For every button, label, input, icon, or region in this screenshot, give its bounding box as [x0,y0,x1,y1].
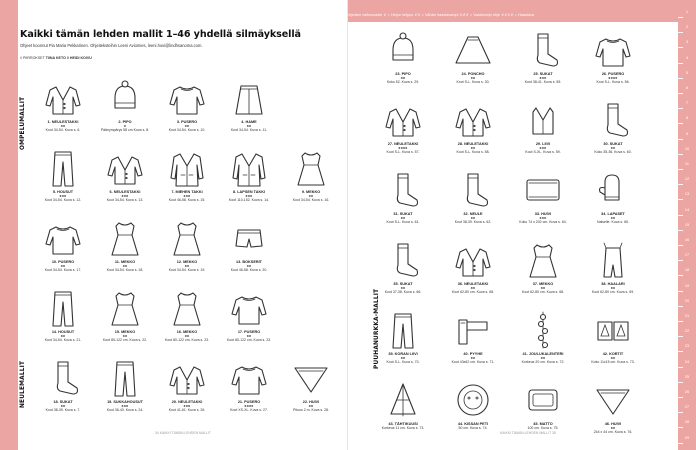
pattern-name: 40. PYYHE [463,352,483,356]
pattern-difficulty: xx [470,216,476,220]
cardigan-sketch-icon [453,100,493,140]
ruler-mark [678,215,683,216]
pattern-name: 15. MEKKO [114,330,136,334]
pattern-size: Koot 46-58. Kuva s. 15. [168,198,206,203]
pattern-difficulty: xx [400,76,406,80]
pattern-difficulty: xx [246,334,252,338]
towel-sketch-icon [453,310,493,350]
ruler-mark [678,427,683,428]
ruler-number: 1 [685,10,689,14]
pattern-item [94,78,156,140]
pattern-difficulty: xx [470,146,476,150]
pattern-name: 14. HOUSUT [51,330,75,334]
pattern-size: Naiselle. Kuva s. 65. [597,220,629,225]
pattern-size: Koot 80-122 cm. Kuva s. 23. [226,338,272,343]
pattern-item [512,240,574,302]
pattern-name: 28. NEULETAKKI [457,142,489,146]
pattern-name: 35. SUKAT [393,282,413,286]
ruler-mark [678,47,683,48]
pattern-size: Koot 62-80 cm. Kuva s. 68. [451,290,495,295]
pattern-difficulty: xx [246,124,252,128]
header-strip [348,0,678,22]
pattern-size: 244 x 44 cm. Kuva s. 76. [593,430,633,435]
pattern-size: Päänympärys 58 cm Kuva s. 8. [100,128,150,133]
ruler-mark [678,139,683,140]
pattern-name: 2. PIPO [118,120,132,124]
pattern-item [156,288,218,350]
pattern-item [582,380,644,442]
pattern-item [512,310,574,372]
sock-sketch-icon [453,170,493,210]
pattern-item [32,358,94,420]
pattern-difficulty: xx [184,264,190,268]
pattern-item [372,170,434,232]
folio-right: KAIKKI TÄMÄN LEHDEN MALLIT 35 [500,431,556,435]
pattern-size: Koot 34-54. Kuva s. 21. [44,338,82,343]
pattern-item [442,240,504,302]
pattern-size: Koot S-L. Kuva s. 58. [456,150,490,155]
dress-sketch-icon [105,218,145,258]
pattern-name: 4. HAME [241,120,257,124]
top-sketch-icon [229,288,269,328]
pattern-difficulty: xxx [539,216,547,220]
pattern-difficulty: xxx [183,404,191,408]
pattern-item [442,310,504,372]
pattern-size: Koot 34-54. Kuva s. 13. [106,198,144,203]
sock-sketch-icon [383,240,423,280]
pattern-item [280,358,342,420]
pattern-size: Koko 11x15 cm. Kuva s. 73. [591,360,635,365]
pants-sketch-icon [43,288,83,328]
poncho-sketch-icon [453,30,493,70]
section-label-puuha: PUUHANURKKA-MALLIT [374,288,380,369]
pattern-name: 32. NEULE [463,212,483,216]
pattern-difficulty: xx [610,426,616,430]
ruler-mark [678,184,683,185]
pattern-item [372,240,434,302]
pattern-size: Koot 80-122 cm. Kuva s. 22. [102,338,148,343]
pattern-item [218,218,280,280]
pattern-size: Koot 34-54. Kuva s. 16. [292,198,330,203]
ruler-number: 9 [685,131,689,136]
pattern-difficulty: xx [400,356,406,360]
pattern-difficulty: xx [122,334,128,338]
pattern-size: Korkeus 11 cm. Kuva s. 73. [381,426,425,430]
pattern-difficulty: xxx [183,194,191,198]
pattern-name: 46. HUIVI [604,422,622,426]
pattern-size: Pituus 2 m. Kuva s. 28. [293,408,329,413]
pattern-difficulty: xx [60,264,66,268]
pattern-item [94,148,156,210]
pattern-name: 3. PUSERO [176,120,198,124]
pattern-item [218,288,280,350]
ruler-number: 28 [684,420,690,425]
mitten-sketch-icon [593,170,633,210]
ruler-mark [678,382,683,383]
sock-sketch-icon [43,358,83,398]
pattern-item [582,30,644,92]
ruler-number: 3 [685,40,689,45]
pattern-size: Koot 38-39. Kuva s. 62. [454,220,492,225]
pattern-difficulty: xxx [539,76,547,80]
pattern-item [372,100,434,162]
pattern-size: Koot S-L. Kuva s. 30. [456,80,490,85]
pattern-name: 23. PIPO [395,72,411,76]
pattern-item [442,30,504,92]
ruler-number: 5 [685,70,689,75]
pattern-item [94,288,156,350]
pattern-item [582,170,644,232]
pattern-item [582,310,644,372]
ruler-number: 12 [684,177,690,182]
ruler-number: 17 [684,253,690,258]
ruler-mark [678,260,683,261]
pattern-name: 11. MEKKO [114,260,136,264]
ruler-number: 23 [684,344,690,349]
pattern-name: 31. SUKAT [393,212,413,216]
pattern-difficulty: xx [184,334,190,338]
tree-sketch-icon [383,380,423,420]
scarf-sketch-icon [523,170,563,210]
pattern-name: 34. LAPASET [601,212,625,216]
pattern-item [156,358,218,420]
pattern-size: Koot 110-152. Kuva s. 14. [228,198,270,203]
pattern-difficulty: xx [610,216,616,220]
pattern-size: Koko 74 x 202 cm. Kuva s. 64. [519,220,567,225]
pattern-size: Koot 43x62 cm. Kuva s. 71. [451,360,495,365]
shorts-sketch-icon [229,218,269,258]
pattern-difficulty: xx [470,286,476,290]
pattern-difficulty: xx [246,264,252,268]
pattern-name: 9. MEKKO [301,190,321,194]
pattern-difficulty: x [123,124,127,128]
pattern-size: Korkeus 20 cm. Kuva s. 72. [521,360,565,365]
pattern-item [94,218,156,280]
sock-sketch-icon [593,100,633,140]
hat-sketch-icon [105,78,145,118]
pattern-size: Koot 62-80 cm. Kuva s. 68. [521,290,565,295]
pattern-difficulty: xxx [539,146,547,150]
pattern-size: Koot 46-58. Kuva s. 20. [230,268,268,273]
ruler-number: 19 [684,283,690,288]
pants-sketch-icon [43,148,83,188]
pattern-item [442,380,504,442]
pattern-size: Koot 80-122 cm. Kuva s. 23. [164,338,210,343]
pattern-item [512,30,574,92]
page-gutter [347,0,348,450]
credits-prefix: // PIIRROKSET [20,56,45,60]
pattern-difficulty: xx [308,194,314,198]
pattern-name: 5. HOUSUT [52,190,74,194]
pattern-size: Koot 34-54. Kuva s. 18. [106,268,144,273]
pattern-name: 38. HAALARI [601,282,625,286]
pattern-difficulty: xx [60,124,66,128]
pattern-name: 43. TÄHTIKUUSI [388,422,418,426]
pattern-difficulty: xx [540,356,546,360]
pattern-difficulty: xx [470,76,476,80]
top-sketch-icon [593,30,633,70]
pattern-size: Koot 38-39. Kuva s. 7. [45,408,81,413]
pattern-size: Koot S-L. Kuva s. 61. [386,220,420,225]
ruler-mark [678,291,683,292]
pattern-name: 19. SUKKAHOUSUT [107,400,143,404]
pattern-name: 45. MATTO [533,422,553,426]
dress-sketch-icon [167,288,207,328]
ruler-number: 20 [684,298,690,303]
ruler-number: 4 [685,55,689,60]
pattern-name: 26. PUSERO [601,72,625,76]
pattern-size: 50 cm. Kuva s. 74. [458,426,488,430]
ruler-mark [678,17,683,18]
pattern-difficulty: xx [610,146,616,150]
garland-sketch-icon [523,310,563,350]
pattern-size: Koot 62-80 cm. Kuva s. 69. [591,290,635,295]
ruler-mark [678,306,683,307]
ruler-number: 2 [685,25,689,30]
pants-sketch-icon [383,310,423,350]
ruler-number: 26 [684,390,690,394]
ruler-mark [678,32,683,33]
pattern-item [32,78,94,140]
pattern-difficulty: xx [60,404,66,408]
pattern-name: 22. HUIVI [302,400,320,404]
ruler-mark [678,351,683,352]
pattern-item [582,100,644,162]
pants-sketch-icon [105,358,145,398]
vest-sketch-icon [523,100,563,140]
pattern-name: 20. NEULETAKKI [171,400,203,404]
pattern-item [280,148,342,210]
pattern-difficulty: xxx [59,194,67,198]
ruler-mark [678,336,683,337]
ruler-number: 15 [684,222,690,227]
ruler-number: 22 [684,329,690,334]
pattern-size: Koot S-L. Kuva s. 57. [386,150,420,155]
ruler-number: 8 [685,116,689,121]
pattern-item [442,100,504,162]
pattern-difficulty: xx [540,286,546,290]
cards-sketch-icon [593,310,633,350]
pattern-item [156,78,218,140]
cardigan-sketch-icon [453,240,493,280]
pattern-name: 37. MEKKO [532,282,554,286]
pattern-difficulty: xx [184,124,190,128]
ruler-number: 14 [684,207,690,212]
pattern-name: 7. MIEHEN TAKKI [171,190,203,194]
page-title: Kaikki tämän lehden mallit 1–46 yhdellä silmäyksellä [20,29,301,40]
top-sketch-icon [167,78,207,118]
pattern-name: 17. PUSERO [237,330,261,334]
pattern-name: 10. PUSERO [51,260,75,264]
page-subtitle: Ohjeet koonnut Pia Maria Pekkarinen. Ohjeiteksteihin Leeni Aviomies, leeni.hovi@lindhsanoma.com. [20,43,203,48]
pattern-difficulty: xx [610,286,616,290]
ruler-number: 6 [685,86,689,90]
pattern-item [32,218,94,280]
pattern-name: 1. NEULESTAKKI [47,120,79,124]
ruler-number: 24 [684,359,690,364]
rug-sketch-icon [523,380,563,420]
pattern-size: Koko 52. Kuva s. 29. [386,80,420,85]
pattern-item [512,170,574,232]
ruler-mark [678,230,683,231]
pattern-name: 24. PONCHO [461,72,485,76]
ruler-mark [678,93,683,94]
ruler-number: 25 [684,374,690,379]
pattern-name: 12. MEKKO [176,260,198,264]
pattern-item [372,310,434,372]
cardigan-sketch-icon [105,148,145,188]
pattern-item [218,358,280,420]
pattern-item [218,78,280,140]
pattern-size: Koot 34-54. Kuva s. 11. [230,128,268,133]
pattern-item [512,100,574,162]
pattern-item [372,380,434,442]
ruler-number: 13 [684,192,690,197]
pattern-item [582,240,644,302]
pattern-name: 27. NEULETAKKI [387,142,419,146]
difficulty-legend: Ohjeiden vaikeusaste ✗ = Helpo helppo ✗✗ = Vähän haastavampi ✗✗✗ = Vaativampi ohje ✗✗✗✗ = Haastava [346,13,535,17]
pattern-name: 8. LAPSEN TAKKI [233,190,265,194]
hat-sketch-icon [383,30,423,70]
pattern-item [156,218,218,280]
ruler-mark [678,321,683,322]
pattern-size: Koot 34-54. Kuva s. 6. [45,128,81,133]
pattern-item [32,288,94,350]
ruler-number: 16 [684,238,690,242]
dress-sketch-icon [105,288,145,328]
pattern-size: Koot 34-54. Kuva s. 12. [44,198,82,203]
cardigan-sketch-icon [167,358,207,398]
top-sketch-icon [43,218,83,258]
pattern-name: 33. HUIVI [534,212,552,216]
pattern-difficulty: xxxx [244,404,254,408]
pattern-name: 16. MEKKO [176,330,198,334]
pattern-name: 39. KORAN LIIVI [388,352,418,356]
bed-sketch-icon [453,380,493,420]
pattern-item [442,170,504,232]
pattern-name: 41. JOULUKALENTERI [522,352,564,356]
pattern-size: Koot XS-XL. Kuva s. 27. [230,408,268,413]
ruler-number: 29 [684,435,690,440]
pattern-size: Koot 37-38. Kuva s. 66. [384,290,422,295]
pattern-item [156,148,218,210]
ruler-mark [678,275,683,276]
ruler-number: 18 [684,268,690,273]
pattern-size: Koot S-L. Kuva s. 70. [386,360,420,365]
cardigan-sketch-icon [43,78,83,118]
pattern-size: Koko 35-36. Kuva s. 60. [594,150,632,155]
ruler-mark [678,443,683,444]
pattern-name: 6. NEULESTAKKI [109,190,141,194]
pattern-difficulty: xx [122,264,128,268]
ruler-mark [678,397,683,398]
ruler-number: 11 [685,162,689,166]
ruler-mark [678,108,683,109]
pattern-item [218,148,280,210]
pattern-size: 100 cm. Kuva s. 75. [527,426,559,430]
pattern-name: 42. KORTIT [602,352,624,356]
dress-sketch-icon [523,240,563,280]
ruler-mark [678,245,683,246]
coat-sketch-icon [229,148,269,188]
shawl-sketch-icon [593,380,633,420]
pattern-difficulty: xx [610,356,616,360]
cardigan-sketch-icon [383,100,423,140]
pattern-size: Koot 36-40. Kuva s. 24. [106,408,144,413]
pattern-item [372,30,434,92]
ruler-number: 10 [684,146,690,151]
dress-sketch-icon [291,148,331,188]
overall-sketch-icon [593,240,633,280]
pattern-name: 21. PUSERO [237,400,261,404]
pattern-difficulty: xx [400,216,406,220]
pattern-name: 29. LIIVI [535,142,551,146]
sock-sketch-icon [383,170,423,210]
pattern-size: Koot 34-54. Kuva s. 17. [44,268,82,273]
pattern-size: Koot 41-61. Kuva s. 26. [168,408,206,413]
ruler-mark [678,123,683,124]
pattern-size: Koot S-XL. Kuva s. 59. [525,150,561,155]
pattern-difficulty: xxx [245,194,253,198]
section-label-neule: NEULEMALLIT [20,360,26,408]
ruler-mark [678,78,683,79]
ruler-number: 7 [685,101,689,106]
ruler-number: 21 [684,314,690,318]
credits-names: TIINA KETO // HEIDI KOIVU [45,56,92,60]
pattern-name: 18. SUKAT [53,400,73,404]
illustration-credits [20,56,92,60]
pattern-name: 36. NEULETAKKI [457,282,489,286]
sock-sketch-icon [523,30,563,70]
pattern-size: Koot 34-54. Kuva s. 19. [168,268,206,273]
ruler-mark [678,154,683,155]
pattern-size: Koot S-L. Kuva s. 56. [596,80,630,85]
pattern-difficulty: xx [470,356,476,360]
ruler-mark [678,412,683,413]
pattern-size: Koot 38-41. Kuva s. 55. [524,80,562,85]
pattern-name: 25. SUKAT [533,72,553,76]
skirt-sketch-icon [229,78,269,118]
ruler-mark [678,169,683,170]
coat-sketch-icon [167,148,207,188]
pattern-name: 30. SUKAT [603,142,623,146]
pattern-difficulty: xx [308,404,314,408]
pattern-difficulty: xxxx [398,146,408,150]
pattern-name: 13. BOKSERIT [236,260,262,264]
ruler-mark [678,367,683,368]
folio-left: 34 KAIKKI TÄMÄN LEHDEN MALLIT [155,431,211,435]
shawl-sketch-icon [291,358,331,398]
pattern-size: Koot 34-54. Kuva s. 10. [168,128,206,133]
ruler-mark [678,199,683,200]
pattern-item [32,148,94,210]
top-sketch-icon [229,358,269,398]
section-label-ompelu: OMPELUMALLIT [20,96,26,150]
ruler-number: 27 [684,405,690,410]
pattern-difficulty: xxxx [608,76,618,80]
pattern-item [94,358,156,420]
ruler-mark [678,63,683,64]
pattern-difficulty: xx [400,286,406,290]
pattern-name: 44. KISSAN PETI [457,422,489,426]
pattern-difficulty: xx [60,334,66,338]
pattern-difficulty: xxx [121,194,129,198]
dress-sketch-icon [167,218,207,258]
pattern-difficulty: xxx [121,404,129,408]
